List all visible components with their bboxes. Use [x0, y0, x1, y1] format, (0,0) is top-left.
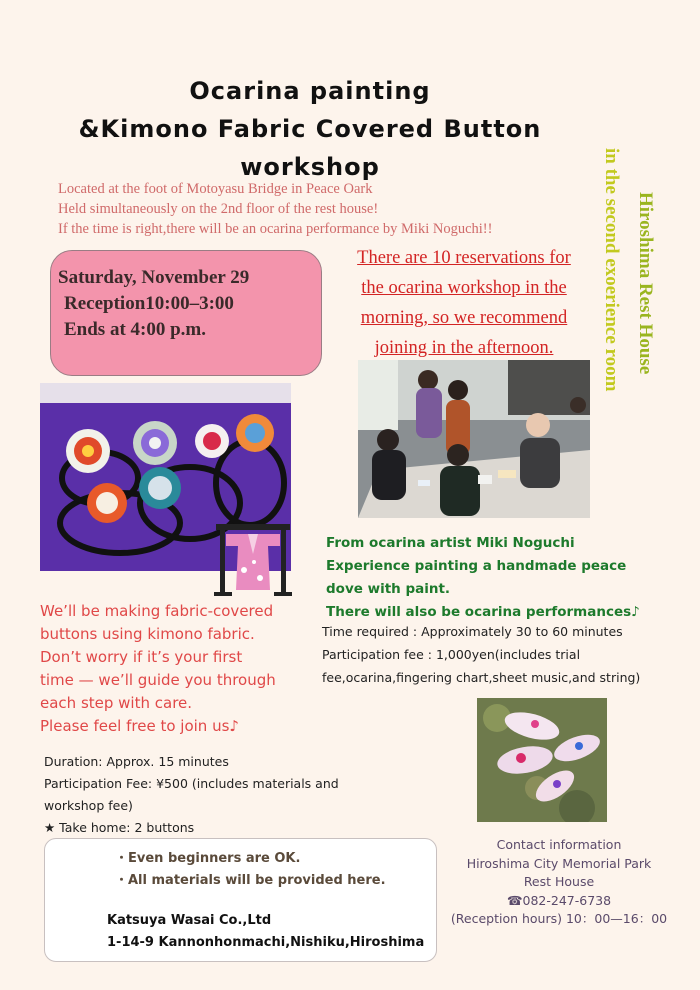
ocarina-info [322, 620, 640, 689]
ocarina-fee-line-1: Participation fee : 1,000yen(includes trial [322, 647, 581, 662]
fabric-fee-line-1: Participation Fee: ¥500 (includes materials and [44, 776, 339, 791]
company-name: Katsuya Wasai Co.,Ltd [107, 913, 272, 928]
reservation-line-2: the ocarina workshop in the [361, 278, 567, 298]
reservation-note [333, 243, 595, 363]
fabric-line-2: buttons using kimono fabric. [40, 625, 255, 643]
venue-vertical-line-2: in the second exoerience room [601, 148, 622, 392]
company-address: 1-14-9 Kannonhonmachi,Nishiku,Hiroshima [107, 935, 425, 950]
reservation-line-3: morning, so we recommend [360, 308, 568, 328]
fabric-fee-line-2: workshop fee) [44, 798, 133, 813]
reservation-line-4: joining in the afternoon. [374, 338, 554, 358]
contact-phone: ☎082-247-6738 [506, 892, 612, 908]
ocarina-photo [477, 698, 607, 822]
workshop-photo-illustration [358, 360, 590, 518]
event-date: Saturday, November 29 [58, 267, 250, 288]
fabric-description [40, 600, 276, 738]
fabric-line-4: time — we’ll guide you through [40, 671, 276, 689]
ocarina-headline-2: Experience painting a handmade peace [326, 558, 627, 574]
intro-line-2: Held simultaneously on the 2nd floor of the rest house! [58, 201, 379, 217]
ocarina-headline-3: dove with paint. [326, 581, 451, 597]
fabric-line-1: We’ll be making fabric-covered [40, 602, 274, 620]
workshop-photo [358, 360, 590, 518]
kimono-icon [210, 520, 296, 598]
ocarina-headline-4: There will also be ocarina performances♪ [326, 604, 640, 620]
date-box [50, 250, 322, 376]
flyer-title [0, 72, 620, 186]
ocarina-headline-1: From ocarina artist Miki Noguchi [326, 535, 575, 551]
ocarina-photo-illustration [477, 698, 607, 822]
ocarina-time-required: Time required : Approximately 30 to 60 minutes [322, 624, 623, 639]
fabric-line-6: Please feel free to join us♪ [40, 717, 239, 735]
note-beginners: ・Even beginners are OK. [115, 851, 301, 866]
end-time: Ends at 4:00 p.m. [64, 319, 206, 340]
kimono-illustration [210, 520, 296, 598]
fabric-info [44, 751, 339, 839]
contact-heading: Contact information [496, 837, 622, 852]
title-line-3: workshop [240, 153, 380, 181]
note-materials: ・All materials will be provided here. [115, 873, 386, 888]
ocarina-fee-line-2: fee,ocarina,fingering chart,sheet music,and string) [322, 670, 641, 685]
notes-box [44, 838, 437, 962]
intro-text [58, 179, 492, 239]
title-line-1: Ocarina painting [189, 77, 431, 105]
fabric-line-5: each step with care. [40, 694, 193, 712]
contact-org: Hiroshima City Memorial Park [466, 855, 652, 871]
contact-hours: (Reception hours) 10：00—16：00 [450, 911, 668, 926]
venue-vertical-line-1: Hiroshima Rest House [635, 192, 656, 375]
intro-line-1: Located at the foot of Motoyasu Bridge in Peace Oark [58, 181, 373, 197]
reception-time: Reception10:00–3:00 [64, 293, 234, 314]
reservation-line-1: There are 10 reservations for [357, 248, 571, 268]
title-line-2: &Kimono Fabric Covered Button [78, 115, 542, 143]
intro-line-3: If the time is right,there will be an ocarina performance by Miki Noguchi!! [58, 221, 493, 237]
contact-place: Rest House [523, 874, 595, 889]
ocarina-headline [326, 532, 640, 624]
fabric-line-3: Don’t worry if it’s your first [40, 648, 243, 666]
fabric-duration: Duration: Approx. 15 minutes [44, 754, 229, 769]
fabric-take-home: ★ Take home: 2 buttons [44, 820, 195, 835]
contact-info [448, 836, 670, 929]
